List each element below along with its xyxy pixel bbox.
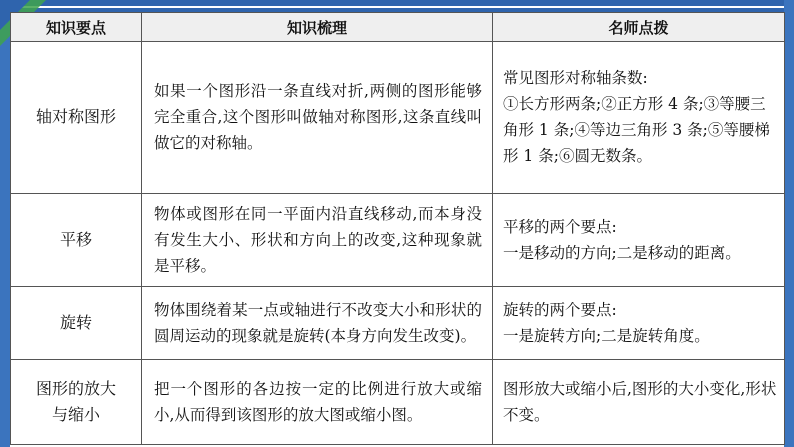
row-desc-cell — [142, 42, 493, 194]
row-tip-text — [493, 297, 784, 349]
knowledge-table — [10, 12, 785, 445]
header-knowledge-summary: 知识梳理 — [142, 13, 493, 42]
row-desc-text: 物体围绕着某一点或轴进行不改变大小和形状的圆周运动的现象就是旋转(本身方向发生改变)。 — [154, 300, 482, 345]
tip-line: 常见图形对称轴条数: — [503, 69, 648, 88]
top-frame-line — [0, 6, 794, 8]
row-point-cell: 平移 — [11, 193, 142, 286]
row-point-cell — [11, 359, 142, 444]
tip-line: 一是移动的方向;二是移动的距离。 — [503, 243, 741, 262]
row-tip-cell — [493, 359, 785, 444]
row-desc-text: 如果一个图形沿一条直线对折,两侧的图形能够完全重合,这个图形叫做轴对称图形,这条直线叫做它的对称轴。 — [154, 82, 482, 153]
knowledge-table-wrapper — [10, 12, 784, 445]
tip-line: 平移的两个要点: — [503, 217, 617, 236]
row-tip-cell — [493, 42, 785, 194]
row-point-text: 图形的放大与缩小 — [35, 378, 116, 424]
tip-line: ①长方形两条;②正方形 4 条;③等腰三角形 1 条;④等边三角形 3 条;⑤等腰梯形 1 条;⑥圆无数条。 — [503, 95, 770, 166]
table-row — [11, 359, 785, 444]
row-desc-cell — [142, 287, 493, 360]
row-desc-text: 把一个图形的各边按一定的比例进行放大或缩小,从而得到该图形的放大图或缩小图。 — [154, 379, 482, 424]
row-tip-cell — [493, 287, 785, 360]
row-point-cell: 旋转 — [11, 287, 142, 360]
header-knowledge-point: 知识要点 — [11, 13, 142, 42]
row-desc-text: 物体或图形在同一平面内沿直线移动,而本身没有发生大小、形状和方向上的改变,这种现象就是平移。 — [154, 204, 482, 275]
row-tip-text — [493, 65, 784, 169]
table-row — [11, 42, 785, 194]
row-desc-cell — [142, 359, 493, 444]
row-tip-text — [493, 214, 784, 266]
right-frame-band — [784, 0, 794, 447]
row-tip-cell — [493, 193, 785, 286]
header-teacher-tips: 名师点拨 — [493, 13, 785, 42]
row-tip-text — [493, 376, 784, 428]
tip-line: 旋转的两个要点: — [503, 300, 617, 319]
table-header-row — [11, 13, 785, 42]
table-row — [11, 287, 785, 360]
row-desc-cell — [142, 193, 493, 286]
tip-line: 一是旋转方向;二是旋转角度。 — [503, 326, 710, 345]
left-frame-band — [0, 0, 10, 447]
row-point-cell: 轴对称图形 — [11, 42, 142, 194]
tip-line: 图形放大或缩小后,图形的大小变化,形状不变。 — [503, 379, 777, 424]
table-row — [11, 193, 785, 286]
